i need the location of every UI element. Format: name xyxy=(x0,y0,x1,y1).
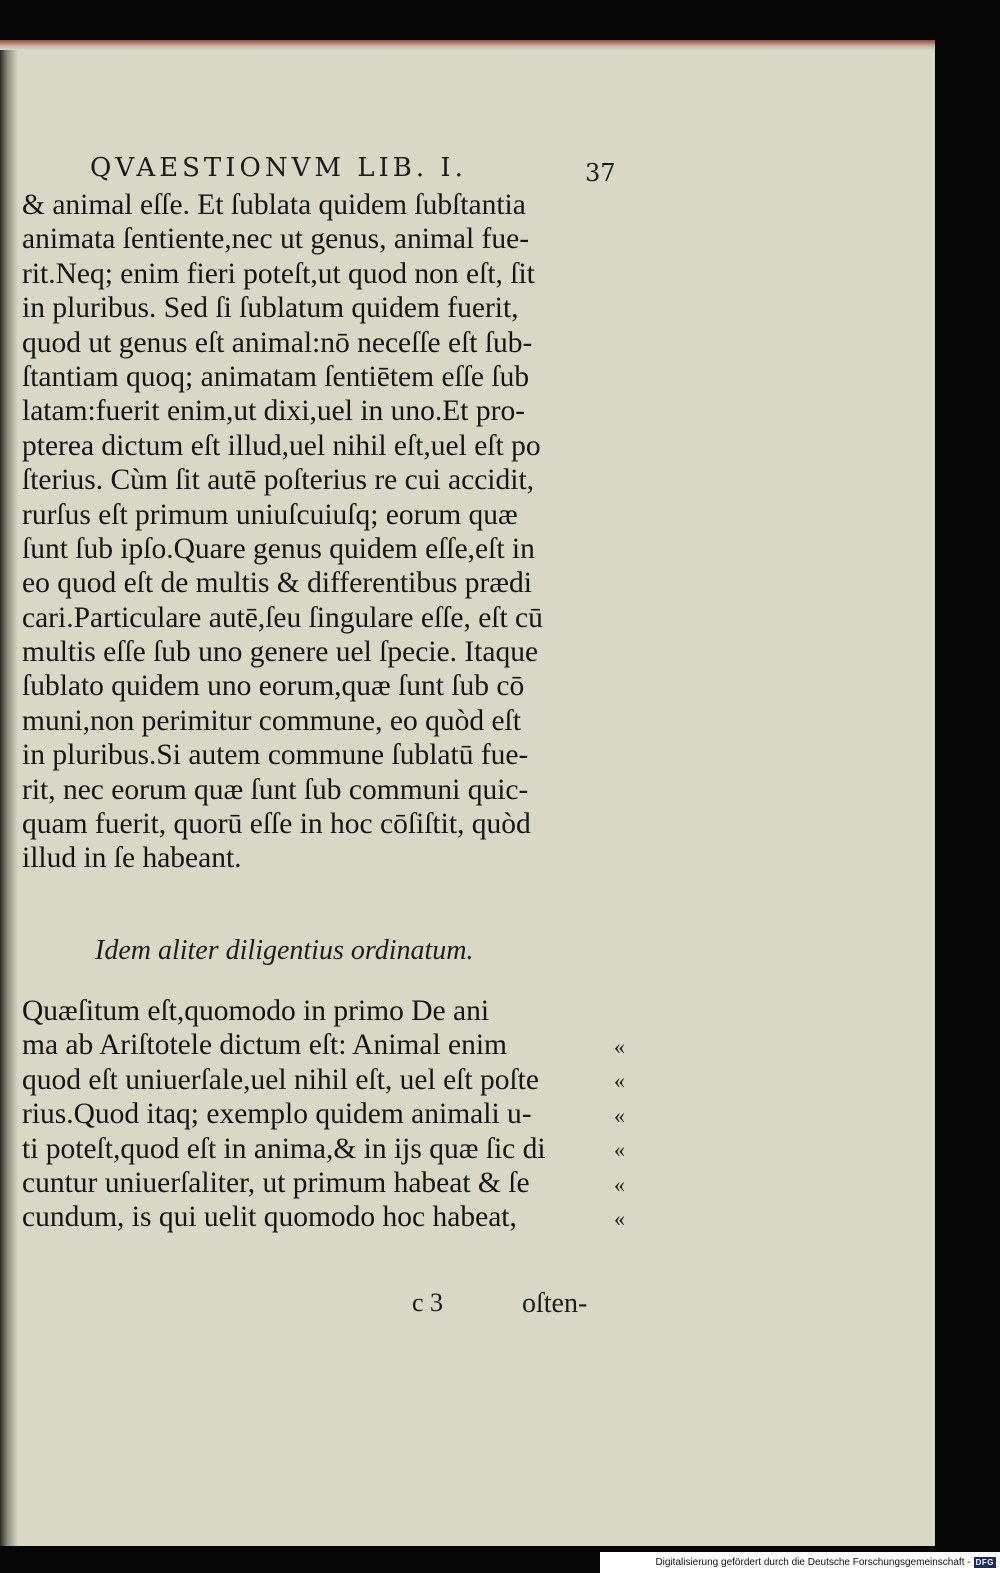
body-text xyxy=(22,188,642,876)
signature-mark: c 3 xyxy=(412,1288,444,1317)
text-line: rurſus eſt primum uniuſcuiuſq; eorum quæ xyxy=(22,498,518,531)
quotation-margin-marks xyxy=(614,1030,644,1236)
section-heading: Idem aliter diligentius ordinatum. xyxy=(95,935,474,966)
credit-text: Digitalisierung gefördert durch die Deutsche Forschungsgemeinschaft - xyxy=(655,1557,971,1568)
text-line: ma ab Ariſtotele dictum eſt: Animal enim xyxy=(22,1029,508,1062)
text-line: & animal eſſe. Et ſublata quidem ſubſtantia xyxy=(22,189,526,221)
section-text xyxy=(22,994,622,1235)
text-line: eo quod eſt de multis & differentibus prædi xyxy=(22,567,532,600)
text-line: in pluribus. Sed ſi ſublatum quidem fuerit, xyxy=(22,292,519,325)
text-line: ſtantiam quoq; animatam ſentiētem eſſe ſub xyxy=(22,360,530,393)
book-page xyxy=(0,40,935,1546)
quote-mark: « xyxy=(614,1102,625,1128)
page-number: 37 xyxy=(585,159,616,187)
text-line: rius.Quod itaq; exemplo quidem animali u- xyxy=(22,1098,532,1131)
text-line: animata ſentiente,nec ut genus, animal fue- xyxy=(22,223,530,256)
text-line: cari.Particulare autē,ſeu ſingulare eſſe, eſt cū xyxy=(22,601,543,634)
text-line: Quæſitum eſt,quomodo in primo De ani xyxy=(22,995,490,1027)
running-head: QVAESTIONVM LIB. I. xyxy=(90,153,467,183)
text-line: quod eſt uniuerſale,uel nihil eſt, uel eſt poſte xyxy=(22,1063,539,1096)
text-line: multis eſſe ſub uno genere uel ſpecie. Itaque xyxy=(22,636,539,669)
text-line: ſunt ſub ipſo.Quare genus quidem eſſe,eſt in xyxy=(22,532,535,565)
text-line: latam:fuerit enim,ut dixi,uel in uno.Et pro- xyxy=(22,395,526,428)
text-line: ſterius. Cùm ſit autē poſterius re cui accidit, xyxy=(22,464,535,497)
text-line: in pluribus.Si autem commune ſublatū fue- xyxy=(22,739,529,772)
catchword: oſten- xyxy=(522,1288,588,1319)
text-line: quod ut genus eſt animal:nō neceſſe eſt ſub- xyxy=(22,326,533,359)
text-line: cuntur uniuerſaliter, ut primum habeat & ſe xyxy=(22,1166,530,1199)
digitization-credit xyxy=(600,1552,1000,1573)
text-line: illud in ſe habeant. xyxy=(22,842,242,875)
quote-mark: « xyxy=(614,1171,625,1197)
dfg-logo: DFG xyxy=(975,1558,994,1567)
page-top-edge xyxy=(0,40,935,50)
text-line: ti poteſt,quod eſt in anima,& in ijs quæ ſic di xyxy=(22,1132,546,1165)
quote-mark: « xyxy=(614,1205,625,1231)
text-line: rit.Neq; enim fieri poteſt,ut quod non eſt, ſit xyxy=(22,257,535,290)
text-line: ſublato quidem uno eorum,quæ ſunt ſub cō xyxy=(22,670,525,703)
text-line: quam fuerit, quorū eſſe in hoc cōſiſtit, quòd xyxy=(22,808,531,841)
quote-mark: « xyxy=(614,1137,625,1163)
text-line: pterea dictum eſt illud,uel nihil eſt,uel eſt po xyxy=(22,429,541,462)
text-line: rit, nec eorum quæ ſunt ſub communi quic- xyxy=(22,773,529,806)
text-line: cundum, is qui uelit quomodo hoc habeat, xyxy=(22,1201,517,1234)
page-spine-shadow xyxy=(0,40,18,1546)
quote-mark: « xyxy=(614,1068,625,1094)
text-line: muni,non perimitur commune, eo quòd eſt xyxy=(22,704,521,737)
quote-mark: « xyxy=(614,1034,625,1059)
